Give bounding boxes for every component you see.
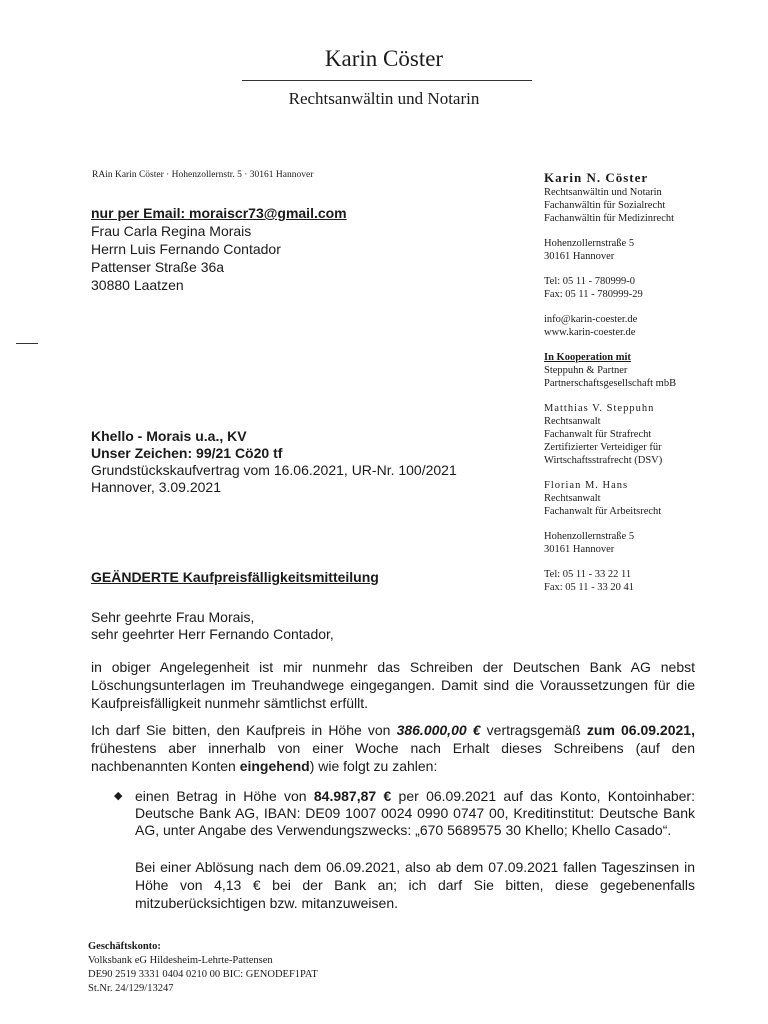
sidebar-partner-line: Wirtschaftsstrafrecht (DSV): [544, 455, 663, 466]
sidebar-phone: Tel: 05 11 - 780999-0: [544, 276, 636, 287]
sidebar-partner-line: Rechtsanwalt: [544, 493, 601, 504]
sidebar-name: Karin N. Cöster: [544, 170, 649, 185]
letterhead-name: Karin Cöster: [324, 46, 444, 71]
body-paragraph: [91, 721, 695, 775]
subject-date: Hannover, 3.09.2021: [91, 479, 221, 495]
footer-bank-details: [88, 940, 318, 996]
fold-mark: [16, 343, 38, 344]
footer-line: Volksbank eG Hildesheim-Lehrte-Pattensen: [88, 955, 273, 966]
recipient-block: [91, 204, 347, 294]
footer-heading: Geschäftskonto:: [88, 941, 161, 952]
sidebar-contact: [544, 170, 759, 594]
sidebar-fax: Fax: 05 11 - 780999-29: [544, 289, 643, 300]
subject-case: Khello - Morais u.a., KV: [91, 428, 247, 444]
sidebar-web: www.karin-coester.de: [544, 327, 636, 338]
text-run: frühestens aber innerhalb von einer Woche nach Erhalt dieses Schreibens (auf den nachbenannten Konten: [91, 740, 695, 774]
subject-contract: Grundstückskaufvertrag vom 16.06.2021, UR-Nr. 100/2021: [91, 462, 457, 478]
subject-block: [91, 428, 457, 496]
due-date: zum 06.09.2021,: [586, 722, 695, 738]
sidebar-address: Hohenzollernstraße 5: [544, 238, 635, 249]
sidebar-phone: Tel: 05 11 - 33 22 11: [544, 569, 632, 580]
recipient-email-line: nur per Email: moraiscr73@gmail.com: [91, 205, 347, 221]
sidebar-title: Fachanwältin für Sozialrecht: [544, 200, 666, 211]
text-run: einen Betrag in Höhe von: [135, 788, 314, 804]
letter-heading: GEÄNDERTE Kaufpreisfälligkeitsmitteilung: [91, 569, 379, 585]
sidebar-partner-name: Matthias V. Steppuhn: [544, 403, 655, 414]
text-run: vertragsgemäß: [480, 722, 587, 738]
footer-line: St.Nr. 24/129/13247: [88, 983, 174, 994]
text-run: Ich darf Sie bitten, den Kaufpreis in Höhe von: [91, 722, 397, 738]
sidebar-fax: Fax: 05 11 - 33 20 41: [544, 582, 635, 593]
sidebar-address: Hohenzollernstraße 5: [544, 531, 635, 542]
body-paragraph: in obiger Angelegenheit ist mir nunmehr das Schreiben der Deutschen Bank AG nebst Löschungsunterlagen im Treuhandwege eingegangen. Damit sind die Voraussetzungen für die Kaufpreisfälligkeit nunmehr sämtlichst erfüllt.: [91, 659, 695, 711]
recipient-line: Herrn Luis Fernando Contador: [91, 241, 281, 257]
text-run: ) wie folgt zu zahlen:: [309, 758, 438, 774]
recipient-line: 30880 Laatzen: [91, 277, 184, 293]
sidebar-address: 30161 Hannover: [544, 251, 615, 262]
sidebar-email: info@karin-coester.de: [544, 314, 638, 325]
recipient-line: Pattenser Straße 36a: [91, 259, 225, 275]
sidebar-partner-line: Rechtsanwalt: [544, 416, 601, 427]
sidebar-cooperation-heading: In Kooperation mit: [544, 352, 631, 363]
sidebar-partner-line: Fachanwalt für Arbeitsrecht: [544, 506, 662, 517]
sidebar-cooperation-line: Partnerschaftsgesellschaft mbB: [544, 378, 677, 389]
sidebar-title: Rechtsanwältin und Notarin: [544, 187, 662, 198]
salutation-line: Sehr geehrte Frau Morais,: [91, 609, 255, 625]
sidebar-title: Fachanwältin für Medizinrecht: [544, 213, 675, 224]
sidebar-partner-name: Florian M. Hans: [544, 480, 629, 491]
sidebar-partner-line: Fachanwalt für Strafrecht: [544, 429, 652, 440]
sidebar-partner-line: Zertifizierter Verteidiger für: [544, 442, 662, 453]
diamond-bullet-icon: ◆: [114, 790, 123, 802]
recipient-line: Frau Carla Regina Morais: [91, 223, 252, 239]
letterhead-subtitle: Rechtsanwältin und Notarin: [288, 89, 480, 108]
sidebar-address: 30161 Hannover: [544, 544, 615, 555]
sender-return-address: RAin Karin Cöster · Hohenzollernstr. 5 · 30161 Hannover: [92, 170, 314, 180]
salutation: [91, 609, 334, 643]
subject-reference: Unser Zeichen: 99/21 Cö20 tf: [91, 445, 283, 461]
letterhead-rule: [242, 80, 532, 81]
purchase-price-amount: 386.000,00 €: [396, 722, 481, 738]
emphasis: eingehend: [239, 758, 310, 774]
text-run: per 06.09.2021 auf das Konto, Kontoinhaber: Deutsche Bank AG, IBAN: DE09 1007 0024 0990 0747 00, Kreditinstitut: Deutsche Bank AG, unter Angabe des Verwendungszwecks: „670 5689575 30 Khello; Khello Casado“.: [135, 788, 695, 838]
salutation-line: sehr geehrter Herr Fernando Contador,: [91, 626, 334, 642]
bullet-item: [135, 788, 695, 839]
payment-amount: 84.987,87 €: [313, 788, 392, 804]
sidebar-cooperation-line: Steppuhn & Partner: [544, 365, 628, 376]
footer-line: DE90 2519 3331 0404 0210 00 BIC: GENODEF1PAT: [88, 969, 318, 980]
body-paragraph: Bei einer Ablösung nach dem 06.09.2021, also ab dem 07.09.2021 fallen Tageszinsen in Höhe von 4,13 € bei der Bank an; ich darf Sie bitten, diese gegebenenfalls mitzuberücksichtigen bzw. mitanzuweisen.: [135, 859, 695, 911]
